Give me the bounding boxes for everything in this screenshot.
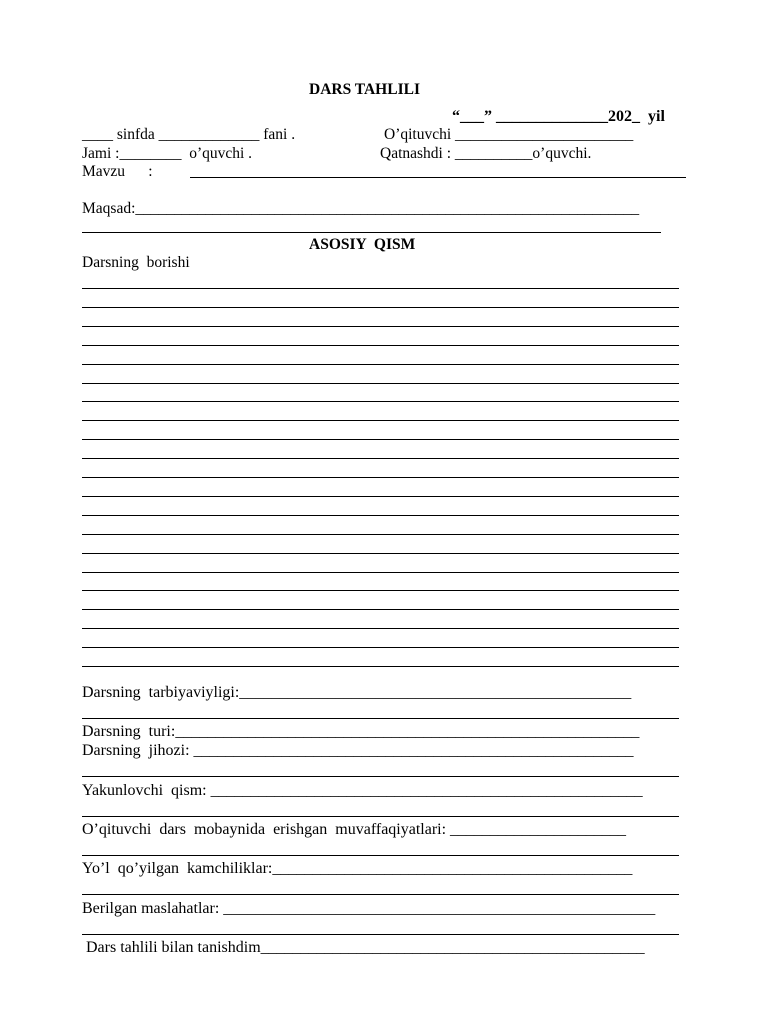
class-subject-field: ____ sinfda _____________ fani . <box>82 126 296 143</box>
lesson-type-field: Darsning turi:__________________________________________________________ <box>82 723 640 740</box>
ruled-line <box>82 345 679 346</box>
final-part-field: Yakunlovchi qism: ______________________________________________________ <box>82 782 643 799</box>
ruled-line <box>82 401 679 402</box>
teacher-achievements-field: O’qituvchi dars mobaynida erishgan muvaffaqiyatlari: ______________________ <box>82 821 627 838</box>
shortcomings-field: Yo’l qo’yilgan kamchiliklar:_____________________________________________ <box>82 860 633 877</box>
ruled-line <box>82 364 679 365</box>
acknowledgement-field: Dars tahlili bilan tanishdim________________________________________________ <box>82 939 645 956</box>
ruled-line <box>82 553 679 554</box>
advice-line <box>82 934 679 935</box>
ruled-line <box>82 439 679 440</box>
lesson-equipment-line <box>82 776 679 777</box>
ruled-line <box>82 666 679 667</box>
total-students-field: Jami :________ o’quvchi . <box>82 145 253 162</box>
ruled-line <box>82 628 679 629</box>
educational-aspect-line <box>82 718 679 719</box>
ruled-line <box>82 458 679 459</box>
teacher-field: O’qituvchi _______________________ <box>384 126 634 143</box>
ruled-line <box>82 420 679 421</box>
final-part-line <box>82 816 679 817</box>
ruled-line <box>82 609 679 610</box>
ruled-line <box>82 307 679 308</box>
document-title: DARS TAHLILI <box>309 81 420 98</box>
goal-label: Maqsad:_________________________________________________________________ <box>82 200 640 217</box>
ruled-line <box>82 647 679 648</box>
section-title: ASOSIY QISM <box>309 236 416 253</box>
topic-label: Mavzu : <box>82 163 153 180</box>
educational-aspect-field: Darsning tarbiyaviyligi:_________________________________________________ <box>82 684 632 701</box>
ruled-line <box>82 515 679 516</box>
attendance-field: Qatnashdi : __________o’quvchi. <box>380 145 592 162</box>
ruled-line <box>82 496 679 497</box>
ruled-line <box>82 572 679 573</box>
ruled-line <box>82 383 679 384</box>
teacher-achievements-line <box>82 855 679 856</box>
topic-line <box>190 177 686 178</box>
goal-line-2 <box>82 232 661 233</box>
ruled-line <box>82 534 679 535</box>
ruled-line <box>82 288 679 289</box>
date-line: “___” ______________202_ yil <box>452 108 665 125</box>
advice-field: Berilgan maslahatlar: ______________________________________________________ <box>82 900 656 917</box>
ruled-line <box>82 477 679 478</box>
lesson-progress-label: Darsning borishi <box>82 254 190 271</box>
ruled-line <box>82 590 679 591</box>
ruled-line <box>82 326 679 327</box>
lesson-equipment-field: Darsning jihozi: _______________________________________________________ <box>82 742 634 759</box>
shortcomings-line <box>82 894 679 895</box>
